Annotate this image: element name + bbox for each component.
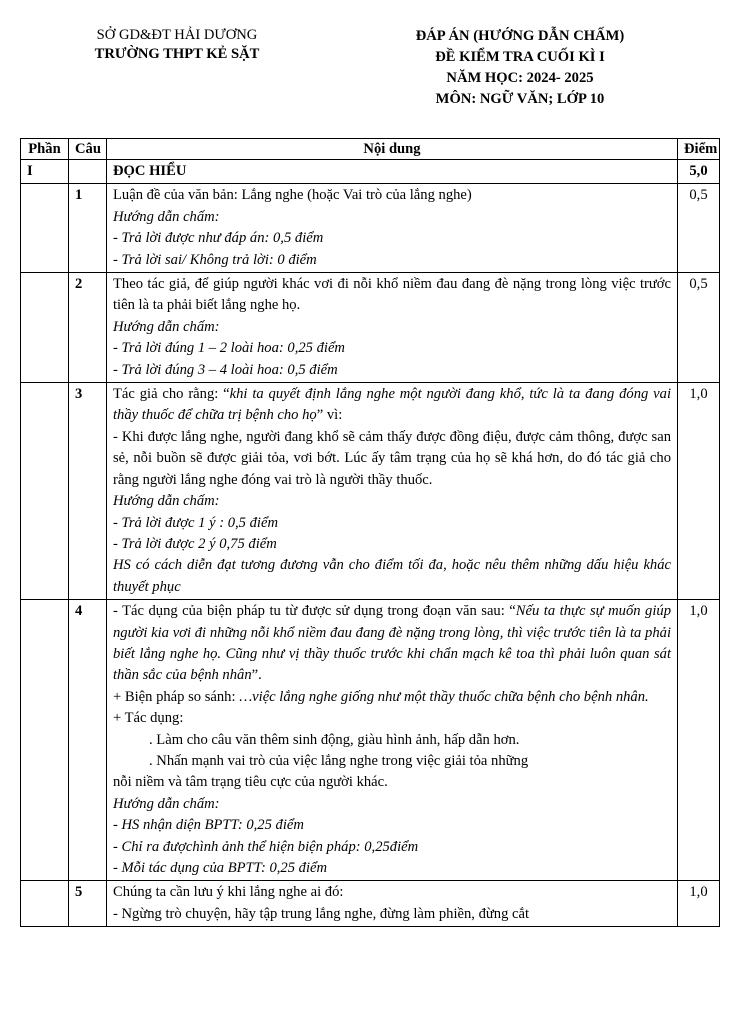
table-row: [21, 600, 720, 881]
document-header: [0, 26, 742, 116]
effect-line: . Làm cho câu văn thêm sinh động, giàu hình ảnh, hấp dẫn hơn.: [149, 731, 520, 748]
answer-table: [20, 138, 720, 927]
question-score: 1,0: [678, 881, 720, 927]
header-phan: Phần: [21, 139, 69, 160]
question-content: [107, 600, 678, 881]
guide-line: - Trả lời được 1 ý : 0,5 điểm: [113, 514, 278, 531]
school-year: NĂM HỌC: 2024- 2025: [446, 70, 594, 86]
question-score: 0,5: [678, 184, 720, 273]
question-content: [107, 881, 678, 927]
intro-end: ”.: [251, 667, 262, 684]
phan-cell: [21, 273, 69, 383]
question-content: [107, 383, 678, 600]
header-diem: Điểm: [678, 139, 720, 160]
section-cau-empty: [69, 160, 107, 184]
compare-line: [113, 687, 671, 708]
guide-line: - Trả lời sai/ Không trả lời: 0 điểm: [113, 251, 317, 268]
intro-quote: khi ta quyết định lắng nghe một người đang khổ, tức là ta đang đóng vai thầy thuốc để chữa trị bệnh cho họ: [113, 386, 671, 424]
table-row: [21, 881, 720, 927]
section-title: ĐỌC HIỂU: [107, 160, 678, 184]
effect-line-cont: nỗi niềm và tâm trạng tiêu cực của người khác.: [113, 774, 388, 791]
answer-intro: [113, 384, 671, 427]
intro-end: ” vì:: [316, 407, 343, 424]
question-number: 4: [69, 600, 107, 881]
guide-line: - HS nhận diện BPTT: 0,25 điểm: [113, 817, 304, 834]
intro-text: - Tác dụng của biện pháp tu từ được sử dụng trong đoạn văn sau: “: [113, 603, 516, 620]
question-score: 1,0: [678, 600, 720, 881]
header-noi-dung: Nội dung: [107, 139, 678, 160]
question-number: 5: [69, 881, 107, 927]
answer-line: - Ngừng trò chuyện, hãy tập trung lắng nghe, đừng làm phiền, đừng cắt: [113, 905, 530, 922]
guide-line: - Trả lời đúng 3 – 4 loài hoa: 0,5 điểm: [113, 361, 338, 378]
school-block: [52, 26, 302, 64]
answer-intro: [113, 601, 671, 687]
guide-title: Hướng dẫn chấm:: [113, 795, 220, 812]
section-row: [21, 160, 720, 184]
answer-line: Luận đề của văn bản: Lắng nghe (hoặc Vai trò của lắng nghe): [113, 187, 472, 204]
guide-title: Hướng dẫn chấm:: [113, 208, 220, 225]
exam-title-block: [330, 26, 710, 110]
subject-grade: MÔN: NGỮ VĂN; LỚP 10: [435, 91, 605, 107]
department-name: SỞ GD&ĐT HẢI DƯƠNG: [96, 27, 258, 43]
guide-note: HS có cách diễn đạt tương đương vẫn cho điểm tối đa, hoặc nêu thêm những dấu hiệu khác thuyết phục: [113, 557, 671, 595]
intro-text: Tác giả cho rằng: “: [113, 386, 230, 403]
exam-name: ĐỀ KIỂM TRA CUỐI KÌ I: [435, 49, 605, 65]
guide-line: - Mỗi tác dụng của BPTT: 0,25 điểm: [113, 860, 328, 876]
question-content: [107, 273, 678, 383]
table-row: [21, 383, 720, 600]
answer-line: Theo tác giả, để giúp người khác vơi đi nỗi khổ niềm đau đang đè nặng trong lòng việc trước tiên là ta phải biết lắng nghe họ.: [113, 276, 671, 314]
guide-line: - Trả lời được như đáp án: 0,5 điểm: [113, 230, 324, 247]
phan-cell: [21, 383, 69, 600]
table-row: [21, 273, 720, 383]
header-cau: Câu: [69, 139, 107, 160]
guide-line: - Trả lời đúng 1 – 2 loài hoa: 0,25 điểm: [113, 340, 345, 357]
question-number: 2: [69, 273, 107, 383]
section-phan: I: [21, 160, 69, 184]
answer-line: Chúng ta cần lưu ý khi lắng nghe ai đó:: [113, 884, 344, 901]
guide-title: Hướng dẫn chấm:: [113, 318, 220, 335]
school-name: TRƯỜNG THPT KẺ SẶT: [94, 46, 260, 62]
table-row: [21, 184, 720, 273]
answer-key-title: ĐÁP ÁN (HƯỚNG DẪN CHẤM): [415, 28, 625, 44]
intro-quote: Nếu ta thực sự muốn giúp người kia vơi đi những nỗi khổ niềm đau đang đè nặng trong lòng, thì việc trước tiên là ta phải biết lắng nghe họ. Cũng như vị thầy thuốc trước khi chẩn mạch kê toa thì phải luôn quan sát thần sắc của bệnh nhân: [113, 603, 671, 684]
question-number: 3: [69, 383, 107, 600]
question-score: 0,5: [678, 273, 720, 383]
effect-title: + Tác dụng:: [113, 710, 184, 727]
question-number: 1: [69, 184, 107, 273]
answer-body: - Khi được lắng nghe, người đang khổ sẽ cảm thấy được đồng điệu, được cảm thông, được san sẻ, nỗi buồn sẽ được giải tỏa, vơi bớt. Lúc ấy tâm trạng của họ sẽ khá hơn, do đó tác giả cho rằng người lắng nghe đóng vai trò là người thầy thuốc.: [113, 428, 671, 488]
compare-text: …việc lắng nghe giống như một thầy thuốc chữa bệnh cho bệnh nhân.: [239, 688, 649, 705]
phan-cell: [21, 600, 69, 881]
compare-label: + Biện pháp so sánh:: [113, 688, 240, 705]
guide-line: - Trả lời được 2 ý 0,75 điểm: [113, 535, 277, 552]
question-score: 1,0: [678, 383, 720, 600]
question-content: [107, 184, 678, 273]
guide-line: - Chỉ ra đượchình ảnh thể hiện biện pháp: 0,25điểm: [113, 838, 419, 855]
section-score: 5,0: [678, 160, 720, 184]
guide-title: Hướng dẫn chấm:: [113, 493, 220, 510]
effect-line: . Nhấn mạnh vai trò của việc lắng nghe trong việc giải tỏa những: [149, 752, 529, 769]
phan-cell: [21, 881, 69, 927]
phan-cell: [21, 184, 69, 273]
table-header-row: [21, 139, 720, 160]
